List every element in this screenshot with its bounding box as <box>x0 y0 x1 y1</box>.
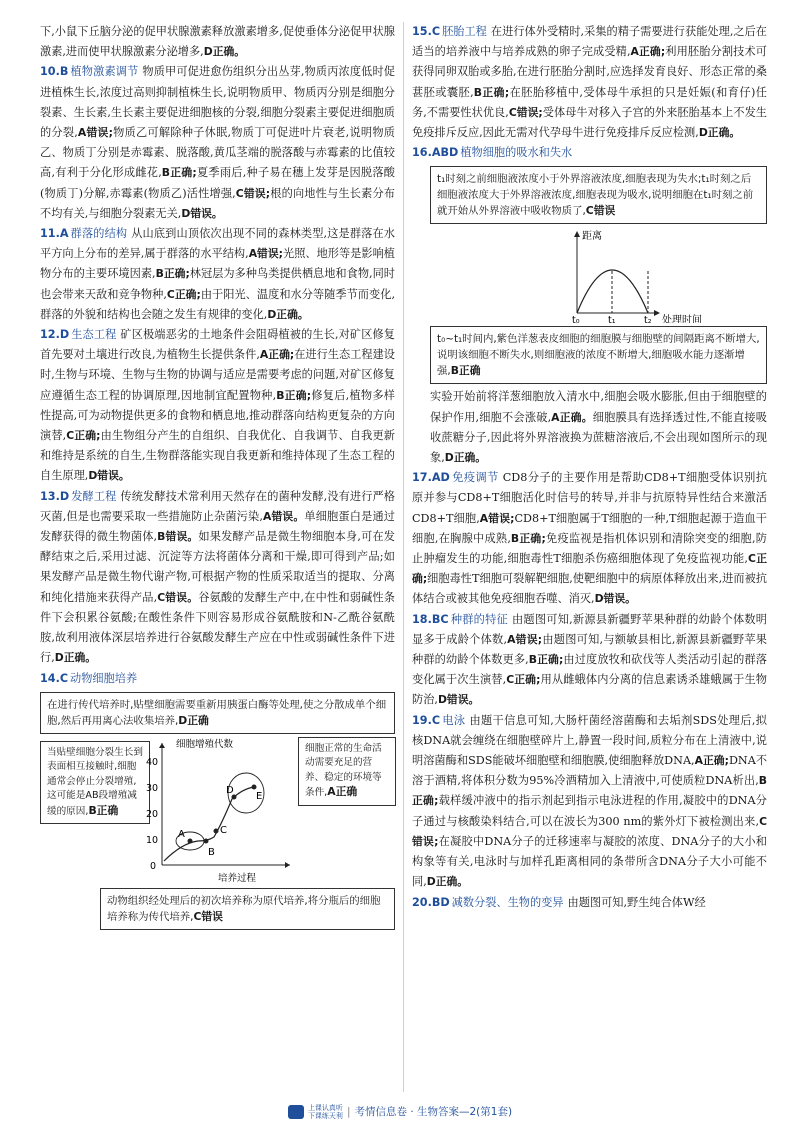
q15: 15.C 胚胎工程 在进行体外受精时,采集的精子需要进行获能处理,之后在适当的培养液中与培养成熟的卵子完成受精,A正确;利用胚胎分割技术可获得同卵双胎或多胎,在进行胚胎分割时,应选择发育良好、形态正常的桑葚胚或囊胚,B正确;在胚胎移植中,受体母牛承担的只是妊娠(和育仔)任务,不需要性状优良,C错误;受体母牛对移入子宫的外来胚胎基本上不发生免疫排斥反应,因此无需对代孕母牛进行免疫排斥反应检测,D正确。 <box>412 25 767 140</box>
q16-xlabel: 处理时间 <box>662 315 702 324</box>
q16-tick-t0: t₀ <box>572 315 580 324</box>
q14-point-A: A <box>178 828 185 840</box>
q18: 18.BC 种群的特征 由题图可知,新源县新疆野苹果种群的幼龄个体数明显多于成龄个体数,A错误;由题图可知,与额敏县相比,新源县新疆野苹果种群的幼龄个体数更多,B正确;由过度放牧和砍伐等人类活动引起的群落变化属于次生演替,C正确;用从雌蛾体内分离的信息素诱杀雄蛾属于生物防治,D错误。 <box>412 612 767 707</box>
q10-number: 10. <box>40 65 60 79</box>
q16-box-bottom: t₀~t₁时间内,紫色洋葱表皮细胞的细胞膜与细胞壁的间隔距离不断增大,说明该细胞不断失水,则细胞液的浓度不断增大,细胞吸水能力逐渐增强,B正确 <box>430 326 767 384</box>
q10-topic: 植物激素调节 <box>70 65 139 79</box>
q14-ytick-20: 20 <box>146 808 159 820</box>
q16-ylabel: 距离 <box>582 231 602 243</box>
q16-distance-chart <box>412 227 767 323</box>
page-footer: 上课认真听 下课练天利 | 考情信息卷 · 生物答案—2(第1套) <box>0 1104 800 1120</box>
q14-growth-chart <box>142 737 294 885</box>
q14-box-bottom: 动物组织经处理后的初次培养称为原代培养,将分瓶后的细胞培养称为传代培养,C错误 <box>100 888 395 930</box>
q14-point-D: D <box>226 784 234 796</box>
q18-answer: BC <box>431 612 449 626</box>
q13: 13.D 发酵工程 传统发酵技术常利用天然存在的菌种发酵,没有进行严格灭菌,但是也需要采取一些措施防止杂菌污染,A错误。单细胞蛋白是通过发酵获得的微生物菌体,B错误。如果发酵产品是微生物细胞本身,可在发酵结束之后,采用过滤、沉淀等方法将菌体分离和干燥,即可得到产品;如果发酵产品是微生物代谢产物,可根据产物的性质采取适当的提取、分离和纯化措施来获得产品,C错误。谷氨酸的发酵生产中,在中性和弱碱性条件下会积累谷氨酸;在酸性条件下则容易形成谷氨酰胺和N-乙酰谷氨酰胺,故利用液体深层培养进行谷氨酸发酵生产应在中性或弱碱性条件下进行,D正确。 <box>40 489 395 665</box>
q11-answer: A <box>59 227 69 241</box>
q9-tail: 下,小鼠下丘脑分泌的促甲状腺激素释放激素增多,促使垂体分泌促甲状腺激素,进而使甲状腺激素分泌增多,D正确。 <box>40 25 395 59</box>
q12: 12.D 生态工程 矿区极端恶劣的土地条件会阻碍植被的生长,对矿区修复首先要对土壤进行改良,为植物生长提供条件,A正确;在进行生态工程建设时,生物与环境、生物与生物的协调与适应是需要考虑的问题,对矿区修复应遵循生态工程的协调原理,因地制宜配置物种,B正确;修复后,植物多样性提高,可为动物提供更多的食物和栖息地,推动群落向结构更复杂的方向演替,C正确;由生物组分产生的自组织、自我优化、自我调节、自我更新和维持是系统的自生,生物群落能实现自我更新和维持体现了生态工程的自生原理,D错误。 <box>40 328 395 483</box>
q17: 17.AD 免疫调节 CD8分子的主要作用是帮助CD8+T细胞受体识别抗原并参与CD8+T细胞活化时信号的转导,并非与抗原特异性结合来激活CD8+T细胞,A错误;CD8+T细胞属于T细胞的一种,T细胞起源于造血干细胞,在胸腺中成熟,B正确;免疫监视是指机体识别和清除突变的细胞,防止肿瘤发生的功能,细胞毒性T细胞杀伤癌细胞体现了免疫监视功能,C正确;细胞毒性T细胞可裂解靶细胞,使靶细胞中的病原体释放出来,进而被抗体结合或被其他免疫细胞吞噬、消灭,D错误。 <box>412 471 767 606</box>
q19-answer: C <box>431 713 441 727</box>
q10-answer: B <box>59 65 69 79</box>
q14-point-E: E <box>256 790 263 802</box>
q20-answer: BD <box>431 895 450 909</box>
q14-box-right: 细胞正常的生命活动需要充足的营养、稳定的环境等条件,A正确 <box>298 737 396 806</box>
q20: 20.BD 减数分裂、生物的变异 由题图可知,野生纯合体W经 <box>412 895 706 909</box>
q14-ytick-10: 10 <box>146 834 159 846</box>
column-divider <box>403 22 404 1092</box>
brand-logo-icon <box>288 1105 304 1119</box>
q14-answer: C <box>59 671 69 685</box>
q16-text: 实验开始前将洋葱细胞放入清水中,细胞会吸水膨胀,但由于细胞壁的保护作用,细胞不会涨破,A正确。细胞膜具有选择透过性,不能直接吸收蔗糖分子,因此将外界溶液换为蔗糖溶液后,不会出现如图所示的现象,D正确。 <box>430 390 767 465</box>
q16-box-top: t₁时刻之前细胞液浓度小于外界溶液浓度,细胞表现为失水;t₁时刻之后细胞液浓度大于外界溶液浓度,细胞表现为吸水,说明细胞在t₁时刻之前就开始从外界溶液中吸收物质了,C错误 <box>430 166 767 224</box>
q16-answer: ABD <box>431 146 459 160</box>
footer-text: 考情信息卷 · 生物答案—2(第1套) <box>354 1106 513 1118</box>
q13-answer: D <box>59 489 70 503</box>
right-column <box>412 22 767 913</box>
q14-box-left: 当贴壁细胞分裂生长到表面相互接触时,细胞通常会停止分裂增殖,这可能是AB段增殖减缓的原因,B正确 <box>40 741 150 825</box>
q16-header: 16.ABD 植物细胞的吸水和失水 <box>412 146 573 160</box>
q14-ytick-30: 30 <box>146 782 159 794</box>
q17-answer: AD <box>431 471 450 485</box>
q19: 19.C 电泳 由题干信息可知,大肠杆菌经溶菌酶和去垢剂SDS处理后,拟核DNA就会缠绕在细胞壁碎片上,静置一段时间,质粒分布在上清液中,说明溶菌酶和SDS能破坏细胞壁和细胞膜,使细胞释放DNA,A正确;DNA不溶于酒精,将体积分数为95%冷酒精加入上清液中,可使质粒DNA析出,B正确;载样缓冲液中的指示剂起到指示电泳进程的作用,凝胶中的DNA分子通过与核酸染料结合,可以在波长为300 nm的紫外灯下被检测出来,C错误;在凝胶中DNA分子的迁移速率与凝胶的浓度、DNA分子的大小和构象等有关,电泳时与加样孔距离相同的条带所含DNA分子大小可能不同,D正确。 <box>412 713 768 889</box>
brand-slogan: 上课认真听 下课练天利 <box>307 1104 343 1120</box>
q14-xlabel: 培养过程 <box>218 872 257 884</box>
q14-point-B: B <box>208 846 215 858</box>
q11: 11.A 群落的结构 从山底到山顶依次出现不同的森林类型,这是群落在水平方向上分布的差异,属于群落的水平结构,A错误;光照、地形等是影响植物分布的主要环境因素,B正确;林冠层为多种鸟类提供栖息地和食物,同时也会带来天敌和竞争物种,C正确;由于阳光、温度和水分等随季节而变化,群落的外貌和结构也会随之发生有规律的变化,D正确。 <box>40 227 395 321</box>
q14-ytick-0: 0 <box>150 860 157 872</box>
q14-ytick-40: 40 <box>146 756 159 768</box>
q16-tick-t1: t₁ <box>608 315 616 324</box>
q12-answer: D <box>59 328 70 342</box>
q14-header: 14.C 动物细胞培养 <box>40 671 138 685</box>
q14-figure <box>40 737 395 885</box>
q14-ylabel: 细胞增殖代数 <box>176 738 234 750</box>
q16-tick-t2: t₂ <box>644 315 652 324</box>
q14-point-C: C <box>220 824 227 836</box>
q15-answer: C <box>431 25 441 38</box>
q10: 10.B 植物激素调节 物质甲可促进愈伤组织分出丛芽,物质丙浓度低时促进植株生长,浓度过高则抑制植株生长,说明物质甲、物质丙分别是细胞分裂素、生长素,生长素主要促进细胞核的分裂,细胞分裂素主要促进细胞质的分裂,A错误;物质乙可解除种子休眠,物质丁可促进叶片衰老,说明物质乙、物质丁分别是赤霉素、脱落酸,黄瓜茎端的脱落酸与赤霉素的比值较高,有利于分化形成雌花,B正确;夏季雨后,种子易在穗上发芽是因脱落酸(物质丁)分解,赤霉素(物质乙)活性增强,C错误;根的向地性与生长素分布不均有关,与细胞分裂素无关,D错误。 <box>40 65 395 220</box>
q14-box-top: 在进行传代培养时,贴壁细胞需要重新用胰蛋白酶等处理,使之分散成单个细胞,然后再用离心法收集培养,D正确 <box>40 692 395 734</box>
left-column <box>40 22 395 933</box>
